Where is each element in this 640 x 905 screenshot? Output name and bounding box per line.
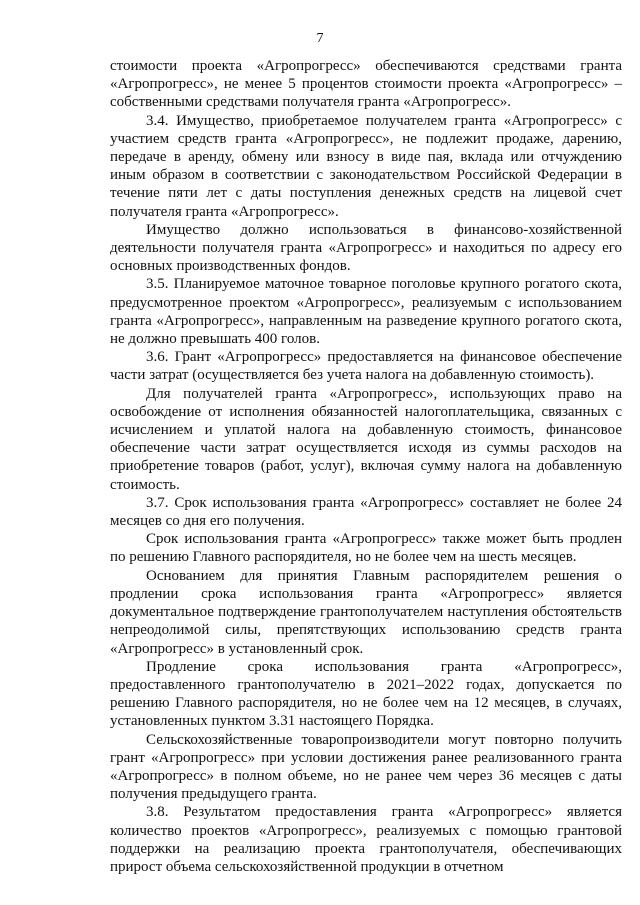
paragraph-3-6: 3.6. Грант «Агропрогресс» предоставляется на финансовое обеспечение части затрат (осуществляется без учета налога на добавленную стоимость). xyxy=(110,349,622,384)
paragraph-vat-exemption: Для получателей гранта «Агропрогресс», использующих право на освобождение от исполнения обязанностей налогоплательщика, связанных с исчислением и уплатой налога на добавленную стоимость, финансовое обеспечение части затрат осуществляется исходя из суммы расходов на приобретение товаров (работ, услуг), включая сумму налога на добавленную стоимость. xyxy=(110,385,622,493)
paragraph-continuation: стоимости проекта «Агропрогресс» обеспечиваются средствами гранта «Агропрогресс», не менее 5 процентов стоимости проекта «Агропрогресс» – собственными средствами получателя гранта «Агропрогресс». xyxy=(110,58,622,111)
paragraph-extension: Срок использования гранта «Агропрогресс» также может быть продлен по решению Главного распорядителя, но не более чем на шесть месяцев. xyxy=(110,531,622,566)
paragraph-repeat-grant: Сельскохозяйственные товаропроизводители могут повторно получить грант «Агропрогресс» при условии достижения ранее реализованного гранта «Агропрогресс» в полном объеме, но не ранее чем через 36 месяцев с даты получения предыдущего гранта. xyxy=(110,731,622,803)
document-body xyxy=(110,57,622,876)
paragraph-extension-grounds: Основанием для принятия Главным распорядителем решения о продлении срока использования гранта «Агропрогресс» является документальное подтверждение грантополучателем наступления обстоятельств непреодолимой силы, препятствующих использованию средств гранта «Агропрогресс» в установленный срок. xyxy=(110,567,622,657)
paragraph-3-8: 3.8. Результатом предоставления гранта «Агропрогресс» является количество проектов «Агропрогресс», реализуемых с помощью грантовой поддержки на реализацию проекта грантополучателя, обеспечивающих прирост объема сельскохозяйственной продукции в отчетном xyxy=(110,804,622,875)
paragraph-3-4: 3.4. Имущество, приобретаемое получателем гранта «Агропрогресс» с участием средств гранта «Агропрогресс», не подлежит продаже, дарению, передаче в аренду, обмену или взносу в виде пая, вклада или отчуждению иным образом в соответствии с законодательством Российской Федерации в течение пяти лет с даты поступления денежных средств на лицевой счет получателя гранта «Агропрогресс». xyxy=(110,112,622,220)
paragraph-3-5: 3.5. Планируемое маточное товарное поголовье крупного рогатого скота, предусмотренное проектом «Агропрогресс», реализуемым с использованием гранта «Агропрогресс», направленным на разведение крупного рогатого скота, не должно превышать 400 голов. xyxy=(110,276,622,348)
paragraph-3-7: 3.7. Срок использования гранта «Агропрогресс» составляет не более 24 месяцев со дня его получения. xyxy=(110,494,622,530)
paragraph-extension-2021-2022: Продление срока использования гранта «Агропрогресс», предоставленного грантополучателю в 2021–2022 годах, допускается по решению Главного распорядителя, но не более чем на 12 месяцев, в случаях, установленных пунктом 3.31 настоящего Порядка. xyxy=(110,658,622,730)
paragraph-property-use: Имущество должно использоваться в финансово-хозяйственной деятельности получателя гранта «Агропрогресс» и находиться по адресу его основных производственных фондов. xyxy=(110,221,622,275)
page-number: 7 xyxy=(316,31,324,46)
